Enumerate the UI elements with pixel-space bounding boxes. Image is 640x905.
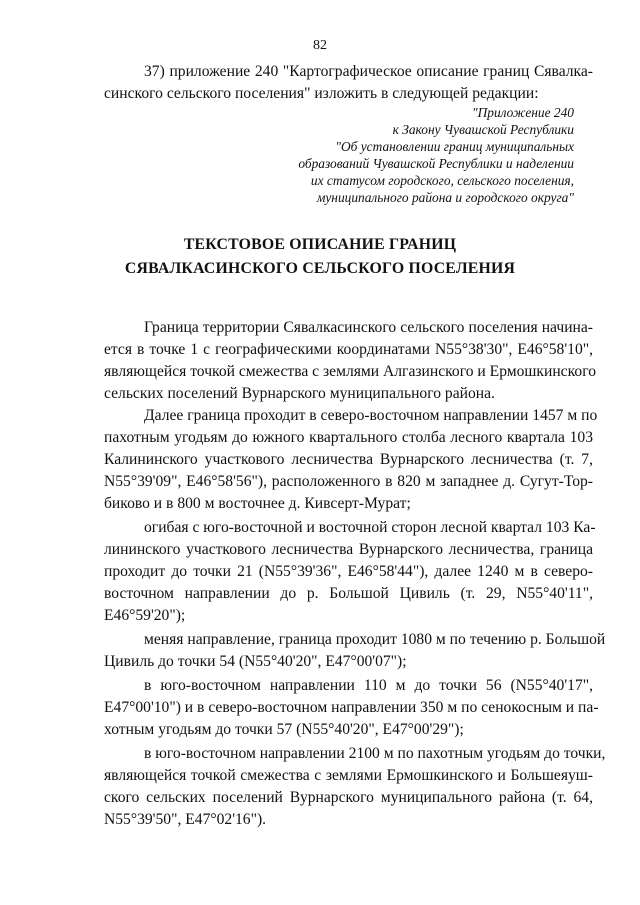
intro-line: 37) приложение 240 "Картографическое описание границ Сявалка- [144,63,593,80]
paragraph-line: восточном направлении до р. Большой Цивиль (т. 29, N55°40'11", [104,585,593,602]
paragraph-line: N55°39'09", E46°58'56"), расположенного в 820 м западнее д. Сугут-Тор- [104,473,593,490]
paragraph-line: в юго-восточном направлении 2100 м по пахотным угодьям до точки, [144,745,606,762]
approval-line: "Приложение 240 [472,105,574,120]
paragraph-line: ского сельских поселений Вурнарского муниципального района (т. 64, [104,789,593,806]
paragraph-line: являющейся точкой смежества с землями Алгазинского и Ермошкинского [104,363,596,380]
paragraph-line: пахотным угодьям до южного квартального столба лесного квартала 103 [104,429,593,446]
document-title: ТЕКСТОВОЕ ОПИСАНИЕ ГРАНИЦ [183,236,457,253]
paragraph-line: хотным угодьям до точки 57 (N55°40'20", E47°00'29"); [104,721,464,738]
paragraph-line: лининского участкового лесничества Вурнарского лесничества, граница [104,541,593,558]
paragraph-line: Далее граница проходит в северо-восточном направлении 1457 м по [144,407,598,424]
approval-line: к Закону Чувашской Республики [392,122,574,137]
paragraph-line: Калининского участкового лесничества Вурнарского лесничества (т. 7, [104,451,593,468]
paragraph-line: меняя направление, граница проходит 1080 м по течению р. Большой [144,631,606,648]
approval-line: образований Чувашской Республики и наделении [298,156,574,171]
paragraph-line: ется в точке 1 с географическими координатами N55°38'30", E46°58'10", [104,341,593,358]
approval-line: их статусом городского, сельского поселения, [310,173,574,188]
paragraph-line: в юго-восточном направлении 110 м до точки 56 (N55°40'17", [144,677,593,694]
paragraph-line: E47°00'10") и в северо-восточном направлении 350 м по сенокосным и па- [104,699,599,716]
approval-line: муниципального района и городского округа" [316,190,574,205]
paragraph-line: Граница территории Сявалкасинского сельского поселения начина- [144,319,593,336]
paragraph-line: являющейся точкой смежества с землями Ермошкинского и Большеяуш- [104,767,593,784]
paragraph-line: N55°39'50", E47°02'16"). [104,811,267,828]
intro-line: синского сельского поселения" изложить в следующей редакции: [104,85,539,102]
page-number: 82 [313,38,327,53]
paragraph-line: биково и в 800 м восточнее д. Кивсерт-Мурат; [104,495,411,512]
paragraph-line: огибая с юго-восточной и восточной сторон лесной квартал 103 Ка- [144,519,596,536]
document-title: СЯВАЛКАСИНСКОГО СЕЛЬСКОГО ПОСЕЛЕНИЯ [124,260,516,277]
paragraph-line: проходит до точки 21 (N55°39'36", E46°58'44"), далее 1240 м в северо- [104,563,593,580]
approval-line: "Об установлении границ муниципальных [335,139,574,154]
paragraph-line: E46°59'20"); [104,607,186,624]
paragraph-line: сельских поселений Вурнарского муниципального района. [104,385,495,402]
paragraph-line: Цивиль до точки 54 (N55°40'20", E47°00'07"); [104,653,407,670]
